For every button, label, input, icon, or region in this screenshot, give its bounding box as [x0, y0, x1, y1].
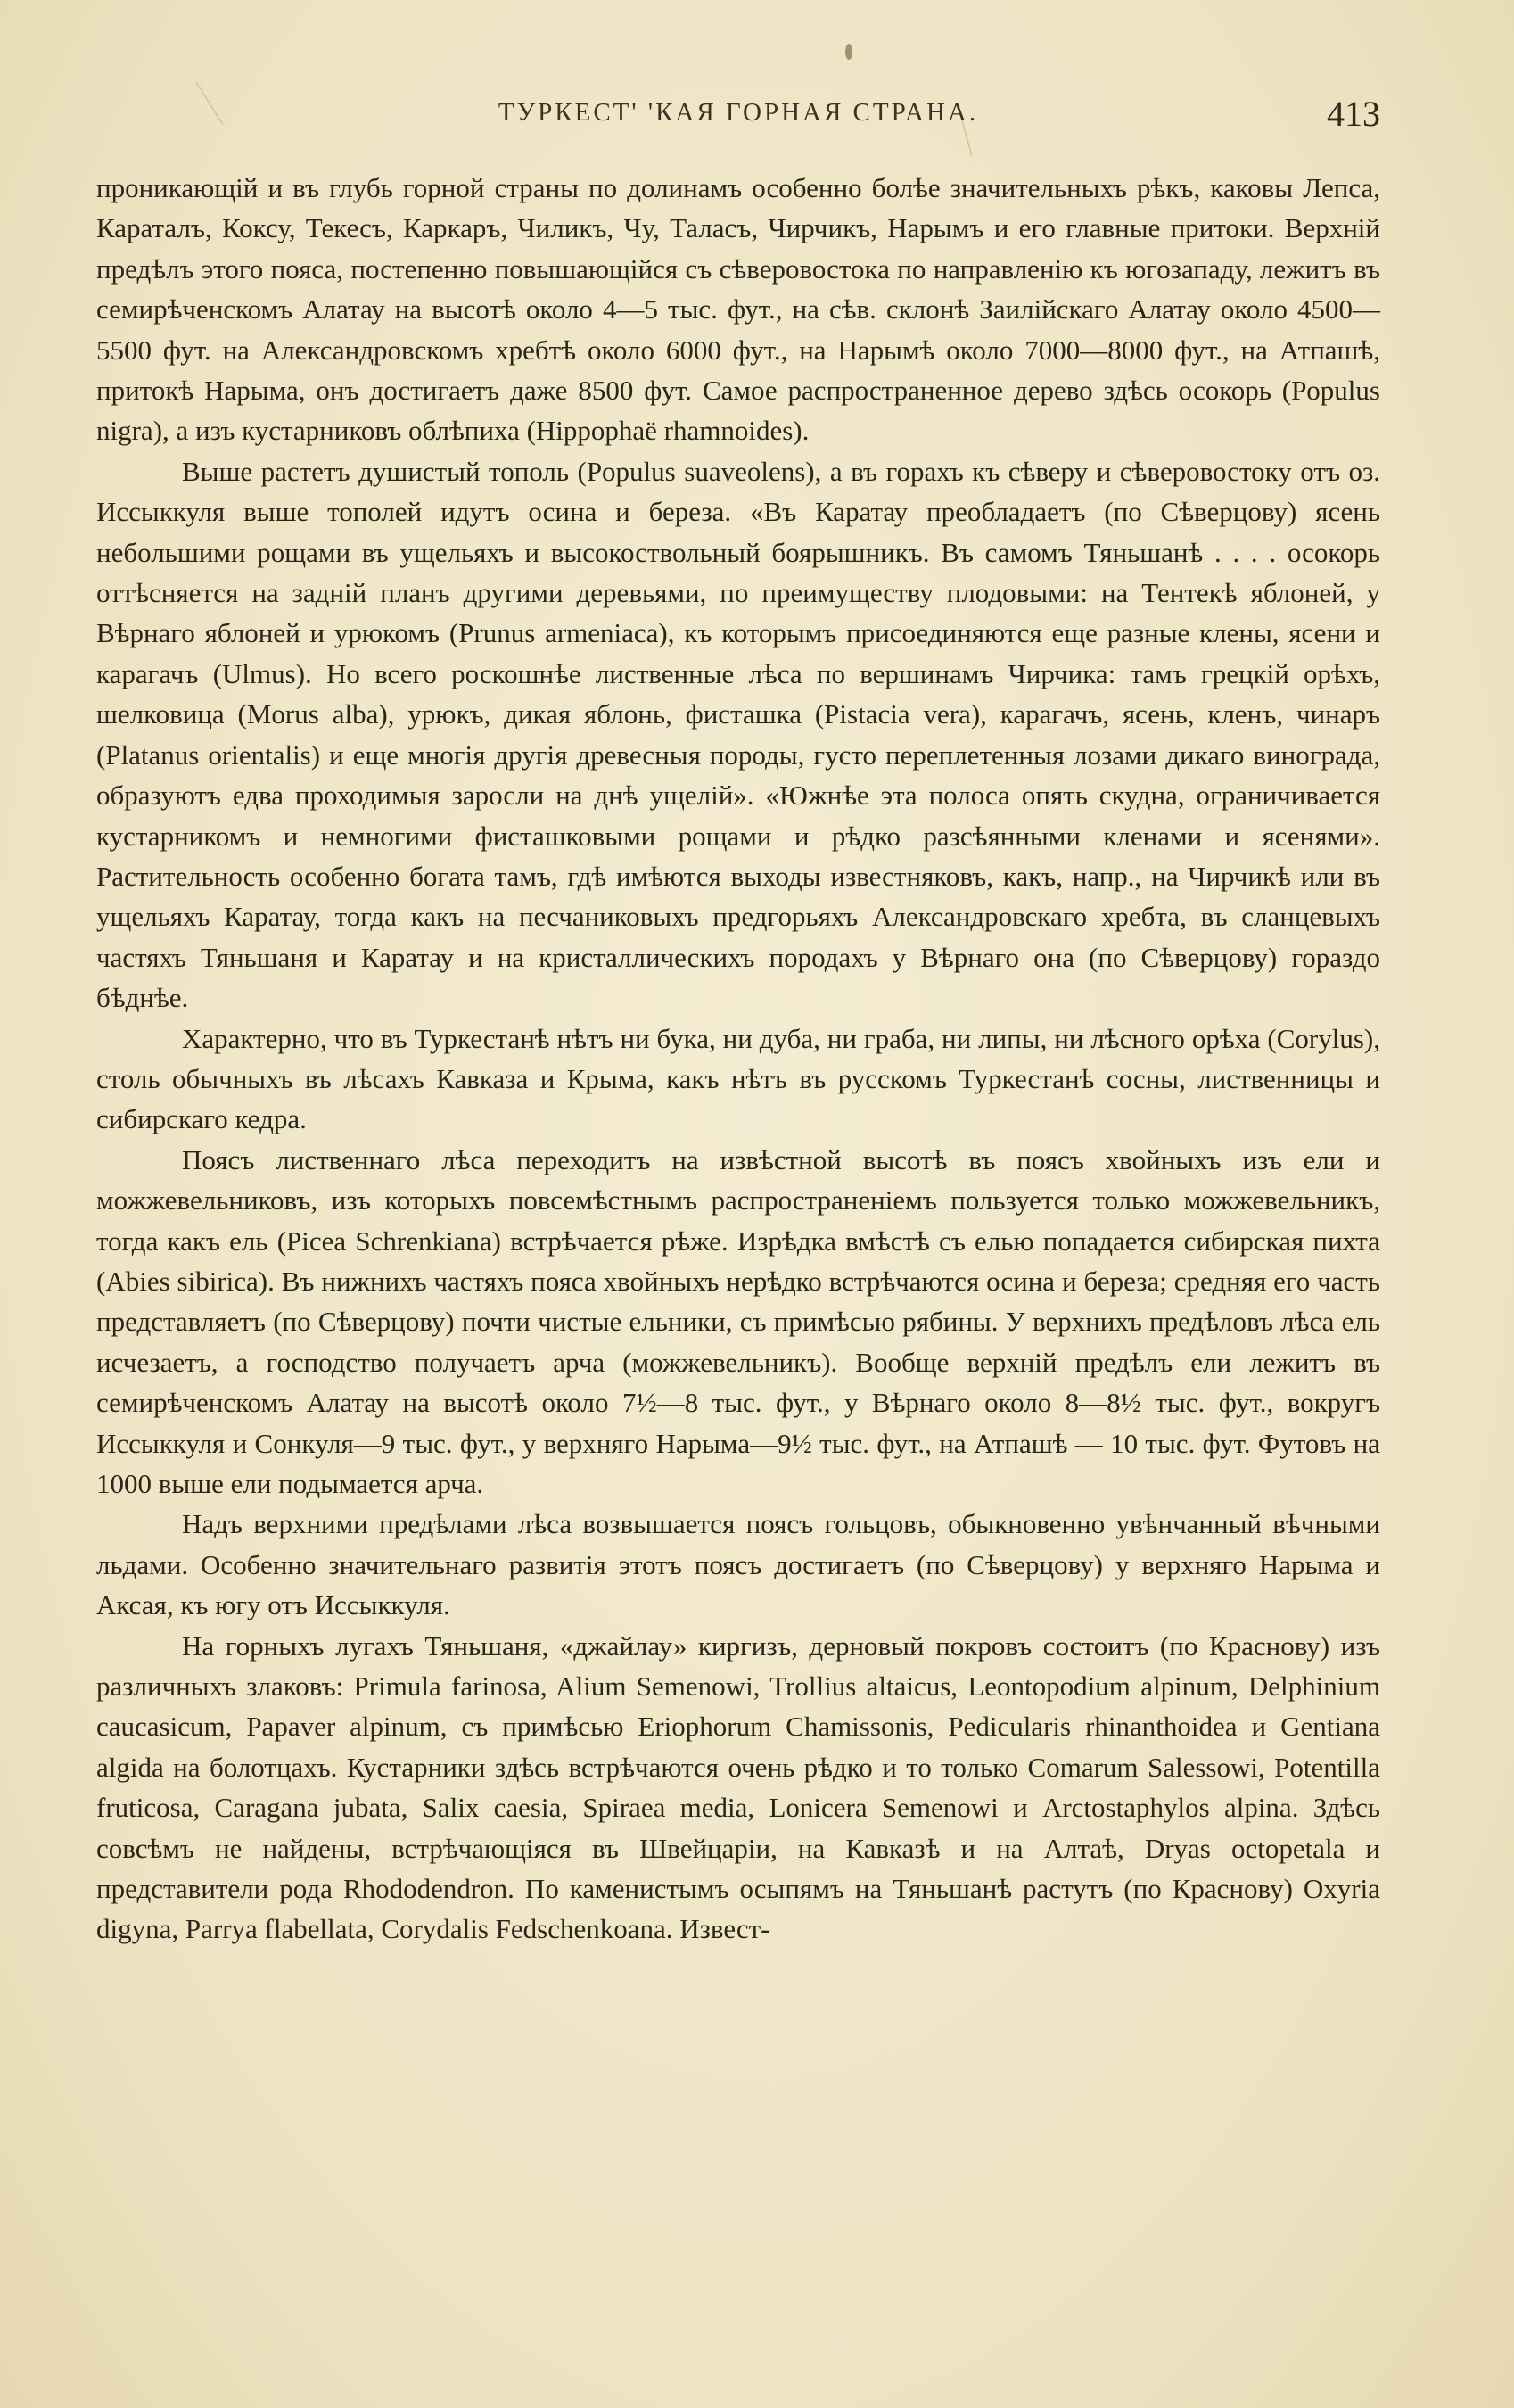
paragraph: Выше растетъ душистый тополь (Populus suaveolens), а въ горахъ къ сѣверу и сѣверовостоку отъ оз. Иссыккуля выше тополей идутъ осина и береза. «Въ Каратау преобладаетъ (по Сѣверцову) ясень небольшими рощами въ ущельяхъ и высокоствольный боярышникъ. Въ самомъ Тяньшанѣ . . . . осокорь оттѣсняется на задній планъ другими деревьями, по преимуществу плодовыми: на Тентекѣ яблоней, у Вѣрнаго яблоней и урюкомъ (Prunus armeniaca), къ которымъ присоединяются еще разные клены, ясени и карагачъ (Ulmus). Но всего роскошнѣе лиственные лѣса по вершинамъ Чирчика: тамъ грецкій орѣхъ, шелковица (Morus alba), урюкъ, дикая яблонь, фисташка (Pistacia vera), карагачъ, ясень, кленъ, чинаръ (Platanus orientalis) и еще многія другія древесныя породы, густо переплетенныя лозами дикаго винограда, образуютъ едва проходимыя заросли на днѣ ущелій». «Южнѣе эта полоса опять скудна, ограничивается кустарникомъ и немногими фисташковыми рощами и рѣдко разсѣянными кленами и ясенями». Растительность особенно богата тамъ, гдѣ имѣются выходы известняковъ, какъ, напр., на Чирчикѣ или въ ущельяхъ Каратау, тогда какъ на песчаниковыхъ предгорьяхъ Александровскаго хребта, въ сланцевыхъ частяхъ Тяньшаня и Каратау и на кристаллическихъ породахъ у Вѣрнаго она (по Сѣверцову) гораздо бѣднѣе. [96, 455, 1380, 1014]
text-body [96, 168, 1380, 2337]
paragraph: Характерно, что въ Туркестанѣ нѣтъ ни бука, ни дуба, ни граба, ни липы, ни лѣсного орѣха (Corylus), столь обычныхъ въ лѣсахъ Кавказа и Крыма, какъ нѣтъ въ русскомъ Туркестанѣ сосны, лиственницы и сибирскаго кедра. [96, 1022, 1380, 1135]
page-number: 413 [1327, 94, 1380, 134]
running-title: ТУРКЕСТ' 'КАЯ ГОРНАЯ СТРАНА. [498, 98, 979, 127]
paragraph: На горныхъ лугахъ Тяньшаня, «джайлау» киргизъ, дерновый покровъ состоитъ (по Краснову) изъ различныхъ злаковъ: Primula farinosa, Alium Semenowi, Trollius altaicus, Leontopodium alpinum, Delphinium caucasicum, Papaver alpinum, съ примѣсью Eriophorum Chamissonis, Pedicularis rhinanthoidea и Gentiana algida на болотцахъ. Кустарники здѣсь встрѣчаются очень рѣдко и то только Comarum Salessowi, Potentilla fruticosa, Caragana jubata, Salix caesia, Spiraea media, Lonicera Semenowi и Arctostaphylos alpina. Здѣсь совсѣмъ не найдены, встрѣчающіяся въ Швейцаріи, на Кавказѣ и на Алтаѣ, Dryas octopetala и представители рода Rhododendron. По каменистымъ осыпямъ на Тяньшанѣ растутъ (по Краснову) Oxyria digyna, Parrya flabellata, Corydalis Fedschenkoana. Извест- [96, 1629, 1380, 1945]
page-header [96, 94, 1380, 141]
ink-blot [845, 44, 852, 60]
paragraph: Поясъ лиственнаго лѣса переходитъ на извѣстной высотѣ въ поясъ хвойныхъ изъ ели и можжевельниковъ, изъ которыхъ повсемѣстнымъ распространеніемъ пользуется только можжевельникъ, тогда какъ ель (Picea Schrenkiana) встрѣчается рѣже. Изрѣдка вмѣстѣ съ елью попадается сибирская пихта (Abies sibirica). Въ нижнихъ частяхъ пояса хвойныхъ нерѣдко встрѣчаются осина и береза; средняя его часть представляетъ (по Сѣверцову) почти чистые ельники, съ примѣсью рябины. У верхнихъ предѣловъ лѣса ель исчезаетъ, а господство получаетъ арча (можжевельникъ). Вообще верхній предѣлъ ели лежитъ въ семирѣченскомъ Алатау на высотѣ около 7½—8 тыс. фут., у Вѣрнаго около 8—8½ тыс. фут., вокругъ Иссыккуля и Сонкуля—9 тыс. фут., у верхняго Нарыма—9½ тыс. фут., на Атпашѣ — 10 тыс. фут. Футовъ на 1000 выше ели подымается арча. [96, 1143, 1380, 1499]
paragraph: Надъ верхними предѣлами лѣса возвышается поясъ гольцовъ, обыкновенно увѣнчанный вѣчными льдами. Особенно значительнаго развитія этотъ поясъ достигаетъ (по Сѣверцову) у верхняго Нарыма и Аксая, къ югу отъ Иссыккуля. [96, 1508, 1380, 1621]
paragraph: проникающій и въ глубь горной страны по долинамъ особенно болѣе значительныхъ рѣкъ, каковы Лепса, Караталъ, Коксу, Текесъ, Каркаръ, Чиликъ, Чу, Таласъ, Чирчикъ, Нарымъ и его главные притоки. Верхній предѣлъ этого пояса, постепенно повышающійся съ сѣверовостока по направленію къ югозападу, лежитъ въ семирѣченскомъ Алатау на высотѣ около 4—5 тыс. фут., на сѣв. склонѣ Заилійскаго Алатау около 4500—5500 фут. на Александровскомъ хребтѣ около 6000 фут., на Нарымѣ около 7000—8000 фут., на Атпашѣ, притокѣ Нарыма, онъ достигаетъ даже 8500 фут. Самое распространенное дерево здѣсь осокорь (Populus nigra), а изъ кустарниковъ облѣпиха (Hippophaë rhamnoides). [96, 172, 1380, 447]
